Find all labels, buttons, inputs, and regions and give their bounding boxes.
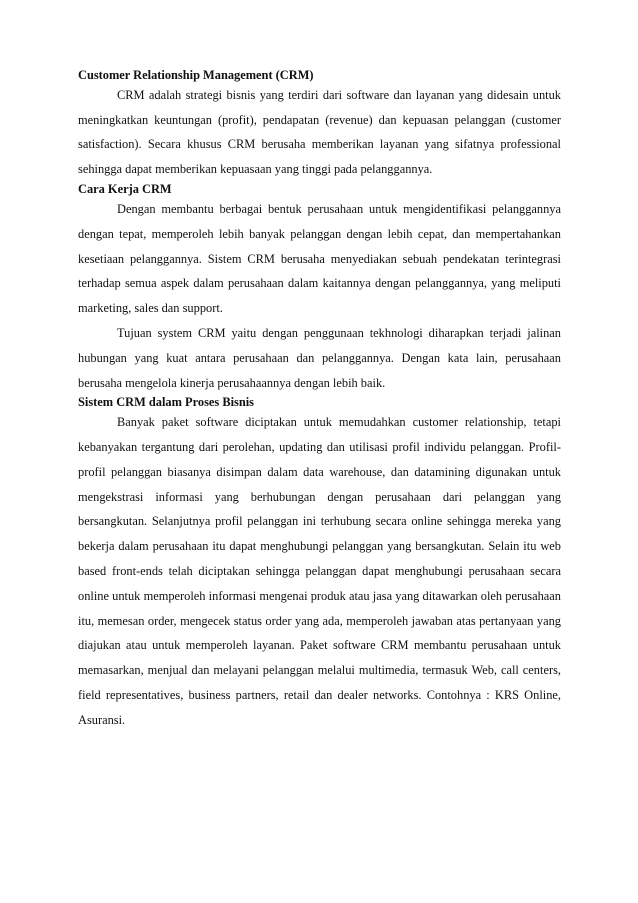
paragraph-proses-bisnis: Banyak paket software diciptakan untuk memudahkan customer relationship, tetapi kebanyakan tergantung dari perolehan, updating dan utilisasi profil individu pelanggan. Profil-profil pelanggan biasanya disimpan dalam data warehouse, dan datamining digunakan untuk mengekstrasi informasi yang berhubungan dengan perusahaan dari pelanggan yang bersangkutan. Selanjutnya profil pelanggan ini terhubung secara online sehingga mereka yang bekerja dalam perusahaan itu dapat menghubungi pelanggan yang bersangkutan. Selain itu web based front-ends telah diciptakan sehingga pelanggan dapat menghubungi perusahaan secara online untuk memperoleh informasi mengenai produk atau jasa yang ditawarkan oleh perusahaan itu, memesan order, mengecek status order yang ada, memperoleh jawaban atas pertanyaan yang diajukan atau untuk memperoleh layanan. Paket software CRM membantu perusahaan untuk memasarkan, menjual dan melayani pelanggan melalui multimedia, termasuk Web, call centers, field representatives, business partners, retail dan dealer networks. Contohnya : KRS Online, Asuransi. — [78, 415, 561, 727]
section-heading-crm: Customer Relationship Management (CRM) — [78, 68, 314, 82]
document-page — [78, 68, 561, 733]
paragraph-crm-definition: CRM adalah strategi bisnis yang terdiri dari software dan layanan yang didesain untuk meningkatkan keuntungan (profit), pendapatan (revenue) dan kepuasan pelanggan (customer satisfaction). Secara khusus CRM berusaha memberikan layanan yang sifatnya professional sehingga dapat memberikan kepuasaan yang tinggi pada pelanggannya. — [78, 87, 561, 177]
section-heading-proses-bisnis: Sistem CRM dalam Proses Bisnis — [78, 395, 254, 410]
paragraph-tujuan: Tujuan system CRM yaitu dengan penggunaan tekhnologi diharapkan terjadi jalinan hubungan yang kuat antara perusahaan dan pelanggannya. Dengan kata lain, perusahaan berusaha mengelola kinerja perusahaannya dengan lebih baik. — [78, 325, 561, 390]
section-heading-cara-kerja: Cara Kerja CRM — [78, 182, 172, 197]
paragraph-cara-kerja: Dengan membantu berbagai bentuk perusahaan untuk mengidentifikasi pelanggannya dengan tepat, memperoleh lebih banyak pelanggan dengan lebih cepat, dan mempertahankan kesetiaan pelanggannya. Sistem CRM berusaha menyediakan sebuah pendekatan terintegrasi terhadap semua aspek dalam perusahaan dalam kaitannya dengan pelanggannya, yang meliputi marketing, sales dan support. — [78, 201, 561, 316]
